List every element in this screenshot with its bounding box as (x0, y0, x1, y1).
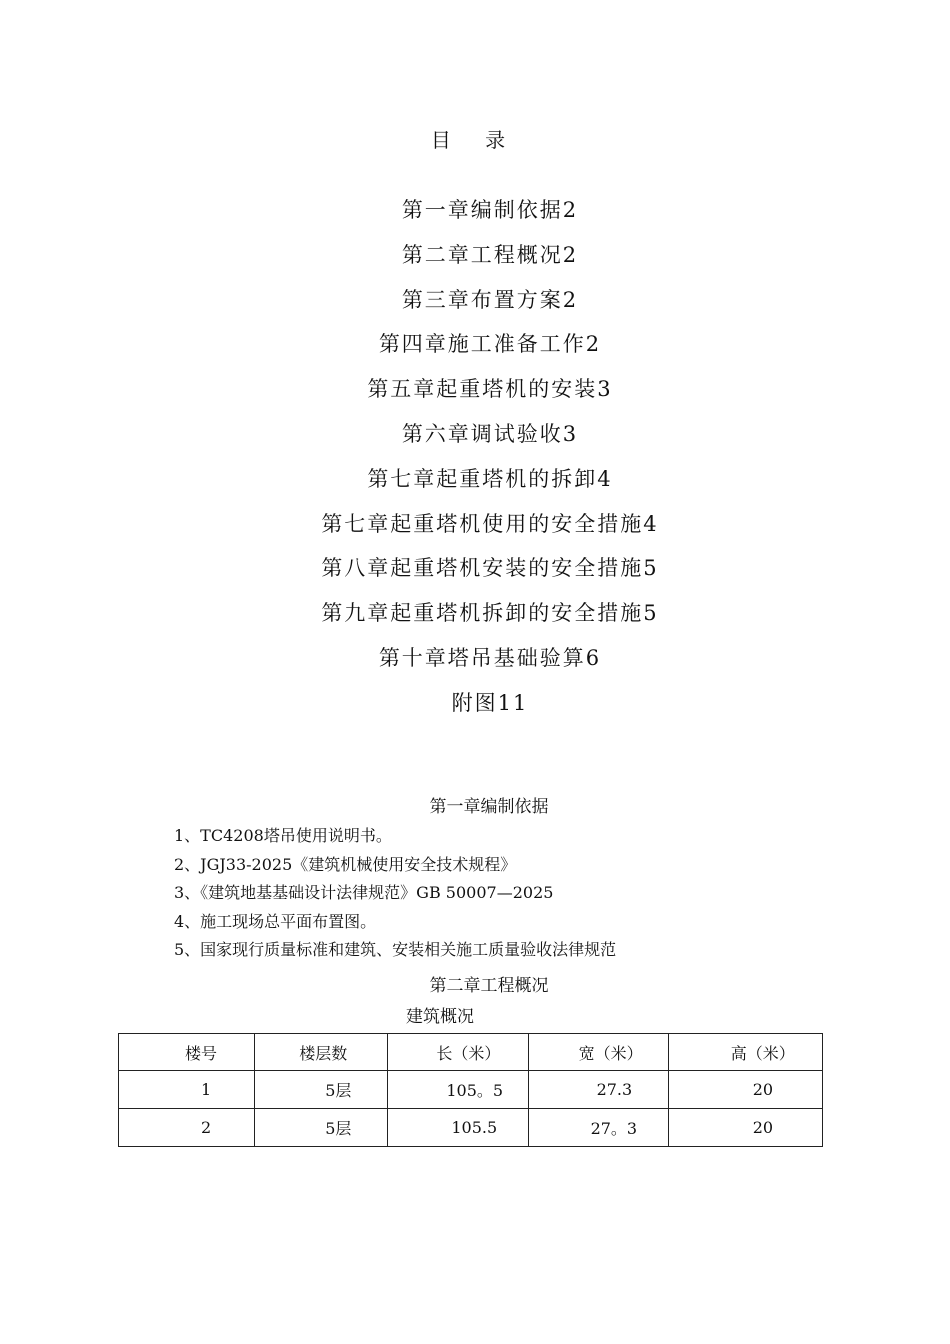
cell-length: 105.5 (388, 1109, 528, 1147)
cell-width: 27.3 (528, 1071, 668, 1109)
building-overview-title: 建筑概况 (406, 1007, 474, 1027)
basis-item: 5、国家现行质量标准和建筑、安装相关施工质量验收法律规范 (174, 940, 617, 959)
table-of-contents (0, 192, 950, 730)
toc-item[interactable]: 第八章起重塔机安装的安全措施5 (321, 556, 659, 581)
cell-height: 20 (668, 1071, 822, 1109)
cell-building-no: 2 (119, 1109, 255, 1147)
cell-width: 27。3 (528, 1109, 668, 1147)
header-width: 宽（米） (528, 1034, 668, 1071)
toc-item[interactable]: 第七章起重塔机使用的安全措施4 (321, 511, 659, 536)
chapter1-title: 第一章编制依据 (429, 797, 549, 817)
toc-item[interactable]: 第十章塔吊基础验算6 (378, 645, 602, 670)
header-floors: 楼层数 (255, 1034, 388, 1071)
building-table (118, 1033, 823, 1147)
basis-item: 1、TC4208塔吊使用说明书。 (174, 826, 392, 845)
toc-item[interactable]: 第九章起重塔机拆卸的安全措施5 (321, 601, 659, 626)
basis-item: 4、施工现场总平面布置图。 (174, 911, 377, 931)
header-length: 长（米） (388, 1034, 528, 1071)
basis-item: 2、JGJ33-2025《建筑机械使用安全技术规程》 (174, 854, 517, 874)
toc-item[interactable]: 第四章施工准备工作2 (378, 332, 602, 357)
toc-item[interactable]: 第二章工程概况2 (401, 242, 579, 267)
header-height: 高（米） (668, 1034, 822, 1071)
cell-floors: 5层 (255, 1071, 388, 1109)
header-building-no: 楼号 (119, 1034, 255, 1071)
table-row (119, 1071, 823, 1109)
cell-length: 105。5 (388, 1071, 528, 1109)
chapter2-title: 第二章工程概况 (429, 976, 549, 996)
toc-item[interactable]: 第一章编制依据2 (401, 198, 579, 222)
cell-floors: 5层 (255, 1109, 388, 1147)
toc-item[interactable]: 第三章布置方案2 (401, 287, 579, 312)
table-header-row (119, 1034, 823, 1071)
toc-item[interactable]: 第六章调试验收3 (401, 421, 579, 446)
toc-title: 目 录 (430, 128, 520, 152)
cell-height: 20 (668, 1109, 822, 1147)
toc-item[interactable]: 第七章起重塔机的拆卸4 (367, 466, 613, 491)
cell-building-no: 1 (119, 1071, 255, 1109)
basis-list (174, 823, 616, 966)
basis-item: 3、《建筑地基基础设计法律规范》GB 50007—2025 (174, 883, 554, 902)
toc-item[interactable]: 附图11 (451, 690, 529, 715)
table-row (119, 1109, 823, 1147)
toc-item[interactable]: 第五章起重塔机的安装3 (367, 377, 613, 402)
